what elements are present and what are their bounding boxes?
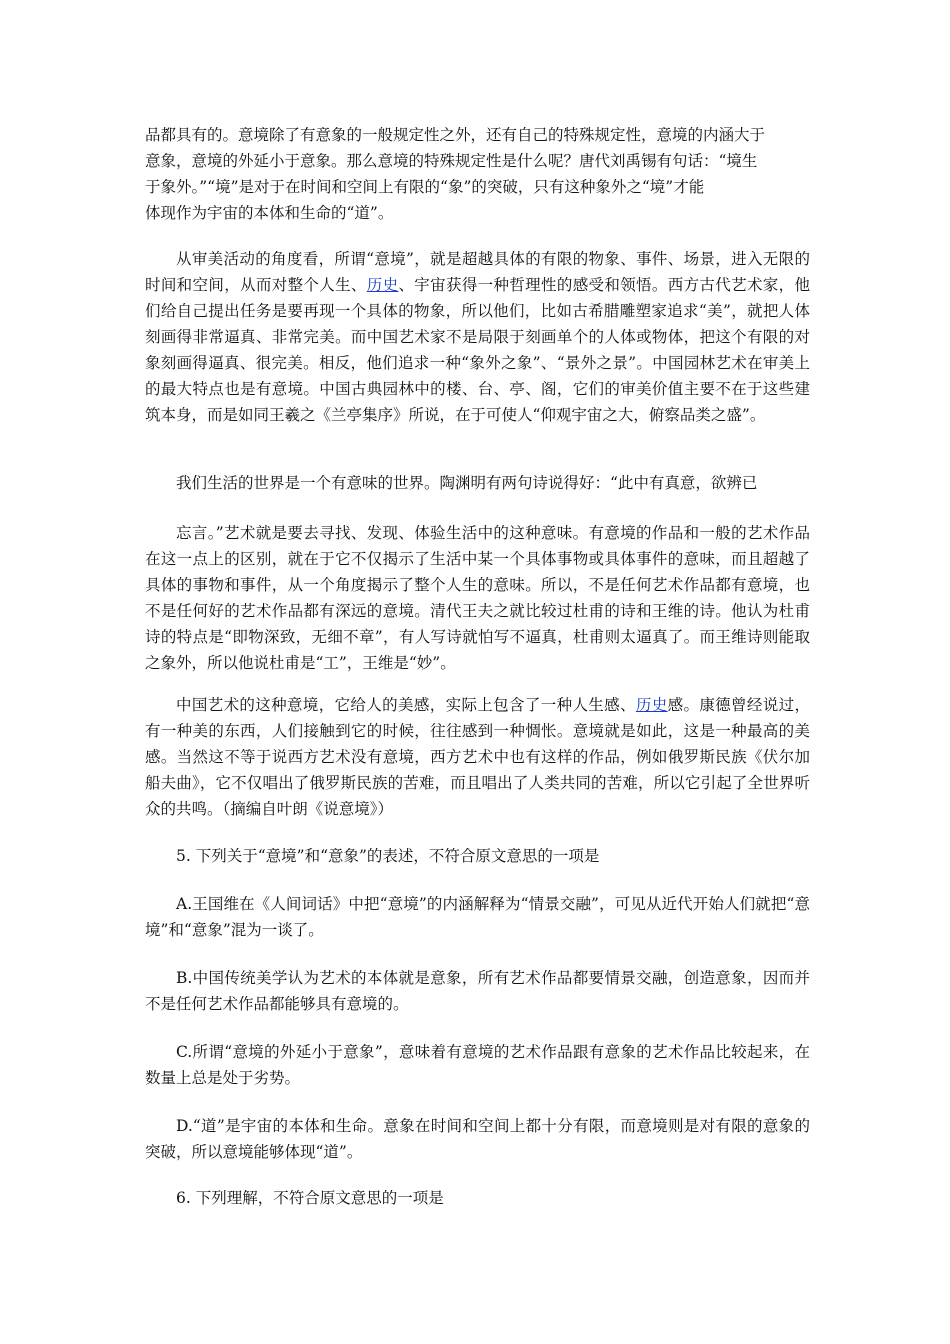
history-link[interactable]: 历史 — [366, 276, 399, 294]
paragraph-2 — [145, 246, 810, 428]
question-5-option-d: D.“道”是宇宙的本体和生命。意象在时间和空间上都十分有限，而意境则是对有限的意象的突破，所以意境能够体现“道”。 — [145, 1117, 810, 1161]
paragraph-text: 我们生活的世界是一个有意味的世界。陶渊明有两句诗说得好：“此中有真意，欲辨已 — [176, 474, 758, 492]
question-5-stem: 5. 下列关于“意境”和“意象”的表述，不符合原文意思的一项是 — [176, 847, 600, 865]
paragraph-text: 忘言。”艺术就是要去寻找、发现、体验生活中的这种意味。有意境的作品和一般的艺术作品在这一点上的区别，就在于它不仅揭示了生活中某一个具体事物或具体事件的意味，而且超越了具体的事物和事件，从一个角度揭示了整个人生的意味。所以，不是任何艺术作品都有意境，也不是任何好的艺术作品都有深远的意境。清代王夫之就比较过杜甫的诗和王维的诗。他认为杜甫诗的特点是“即物深致，无细不章”，有人写诗就怕写不逼真，杜甫则太逼真了。而王维诗则能取之象外，所以他说杜甫是“工”，王维是“妙”。 — [145, 524, 810, 672]
question-6-stem: 6. 下列理解，不符合原文意思的一项是 — [176, 1189, 444, 1207]
text-line: 于象外。”“境”是对于在时间和空间上有限的“象”的突破，只有这种象外之“境”才能 — [145, 178, 705, 196]
paragraph-3 — [145, 470, 810, 496]
text-line: 意象，意境的外延小于意象。那么意境的特殊规定性是什么呢？唐代刘禹锡有句话：“境生 — [145, 152, 758, 170]
paragraph-5 — [145, 692, 810, 822]
paragraph-1 — [145, 122, 810, 226]
paragraph-4 — [145, 520, 810, 676]
text-line: 体现作为宇宙的本体和生命的“道”。 — [145, 204, 394, 222]
question-5-option-a: A.王国维在《人间词话》中把“意境”的内涵解释为“情景交融”，可见从近代开始人们就把“意境”和“意象”混为一谈了。 — [145, 895, 810, 939]
history-link[interactable]: 历史 — [635, 696, 668, 714]
paragraph-text: 、宇宙获得一种哲理性的感受和领悟。西方古代艺术家，他们给自己提出任务是要再现一个具体的物象，所以他们，比如古希腊雕塑家追求“美”，就把人体刻画得非常逼真、非常完美。而中国艺术家不是局限于刻画单个的人体或物体，把这个有限的对象刻画得逼真、很完美。相反，他们追求一种“象外之象”、“景外之景”。中国园林艺术在审美上的最大特点也是有意境。中国古典园林中的楼、台、亭、阁，它们的审美价值主要不在于这些建筑本身，而是如同王羲之《兰亭集序》所说，在于可使人“仰观宇宙之大，俯察品类之盛”。 — [145, 276, 810, 424]
paragraph-text: 感。康德曾经说过，有一种美的东西，人们接触到它的时候，往往感到一种惆怅。意境就是如此，这是一种最高的美感。当然这不等于说西方艺术没有意境，西方艺术中也有这样的作品，例如俄罗斯民族《伏尔加船夫曲》，它不仅唱出了俄罗斯民族的苦难，而且唱出了人类共同的苦难，所以它引起了全世界听众的共鸣。（摘编自叶朗《说意境》） — [145, 696, 810, 818]
question-5-option-c: C.所谓“意境的外延小于意象”，意味着有意境的艺术作品跟有意象的艺术作品比较起来，在数量上总是处于劣势。 — [145, 1043, 810, 1087]
paragraph-text: 从审美活动的角度看，所谓“意境”，就是超越具体的有限的物象、事件、场景，进入无限的时间和空间，从而对整个人生、 — [145, 250, 810, 294]
text-line: 品都具有的。意境除了有意象的一般规定性之外，还有自己的特殊规定性，意境的内涵大于 — [145, 126, 766, 144]
paragraph-text: 中国艺术的这种意境，它给人的美感，实际上包含了一种人生感、 — [176, 696, 636, 714]
question-5-option-b: B.中国传统美学认为艺术的本体就是意象，所有艺术作品都要情景交融，创造意象，因而并不是任何艺术作品都能够具有意境的。 — [145, 969, 810, 1013]
